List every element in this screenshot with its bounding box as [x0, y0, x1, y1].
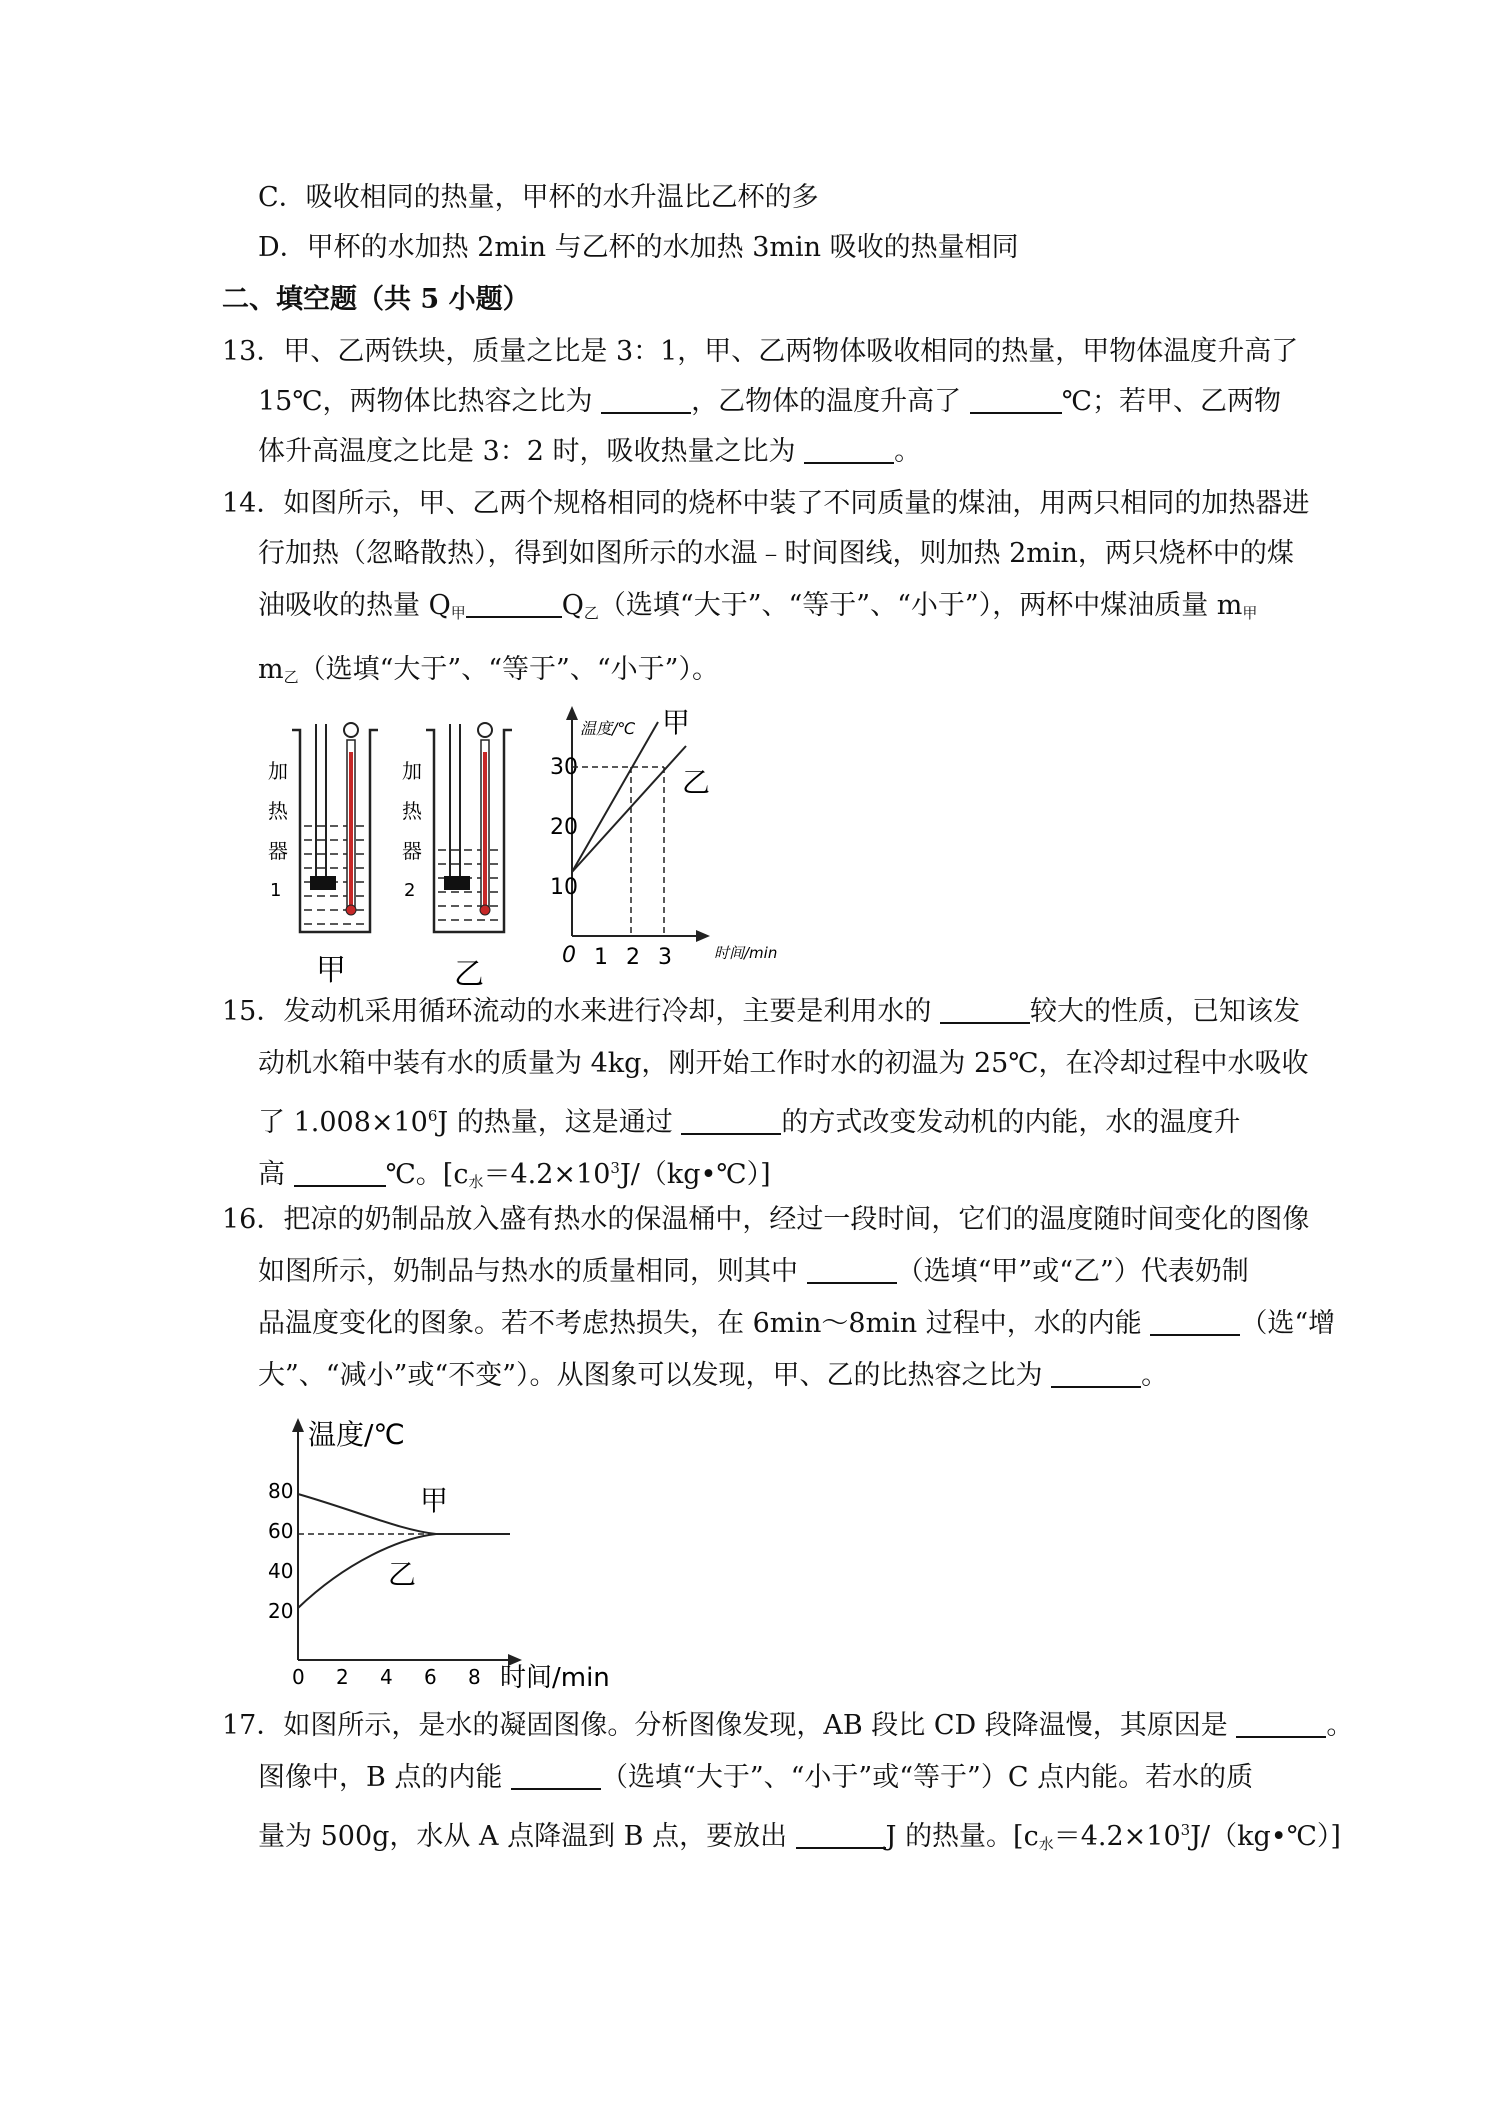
beaker-2 — [402, 723, 512, 990]
q16-xlabel: 时间/min — [500, 1663, 610, 1692]
q17-text: 17．如图所示，是水的凝固图像。分析图像发现，AB 段比 CD 段降温慢，其原因是 — [222, 1710, 1237, 1741]
q15-line2: 动机水箱中装有水的质量为 4kg，刚开始工作时水的初温为 25℃，在冷却过程中水吸收 — [258, 1048, 1309, 1079]
series-label-jia: 甲 — [420, 1484, 449, 1517]
heater-label-char: 热 — [268, 799, 288, 823]
q14-text: （选填“大于”、“等于”、“小于”），两杯中煤油质量 m — [598, 590, 1243, 621]
q16-line4 — [258, 1356, 1168, 1396]
answer-blank[interactable] — [804, 432, 894, 464]
q14-graph — [550, 706, 777, 970]
q16-line1: 16．把凉的奶制品放入盛有热水的保温桶中，经过一段时间，它们的温度随时间变化的图像 — [222, 1204, 1310, 1235]
heater-label-char: 2 — [404, 880, 416, 901]
q17-text: 量为 500g，水从 A 点降温到 B 点，要放出 — [258, 1821, 796, 1852]
answer-blank[interactable] — [1051, 1356, 1141, 1388]
series-line-jia — [572, 722, 658, 872]
answer-blank[interactable] — [940, 992, 1030, 1024]
q13-line3 — [258, 432, 921, 472]
answer-blank[interactable] — [681, 1103, 781, 1135]
q14-xlabel: 时间/min — [714, 944, 778, 962]
answer-blank[interactable] — [1150, 1304, 1240, 1336]
q14-text: Q — [561, 590, 584, 621]
answer-blank[interactable] — [796, 1817, 886, 1849]
q14-origin: 0 — [562, 943, 576, 968]
beaker-1 — [268, 723, 378, 988]
q16-ytick: 80 — [268, 1479, 294, 1503]
q17-text: ＝4.2×10 — [1053, 1821, 1181, 1852]
q17-text: 图像中，B 点的内能 — [258, 1762, 512, 1793]
q17-line2 — [258, 1758, 1253, 1798]
q16-ylabel: 温度/℃ — [308, 1418, 405, 1451]
q14-ytick: 30 — [550, 755, 578, 780]
series-curve-jia — [298, 1494, 510, 1534]
q14-line2: 行加热（忽略散热），得到如图所示的水温﹣时间图线，则加热 2min，两只烧杯中的煤 — [258, 538, 1294, 569]
q16-text: （选填“甲”或“乙”）代表奶制 — [896, 1256, 1249, 1287]
beaker-1-label: 甲 — [316, 953, 346, 988]
q13-text: ，乙物体的温度升高了 — [691, 386, 970, 417]
answer-blank[interactable] — [294, 1155, 386, 1187]
option-c: C．吸收相同的热量，甲杯的水升温比乙杯的多 — [258, 182, 819, 213]
heater-label-char: 热 — [402, 799, 422, 823]
q15-line1 — [222, 992, 1300, 1032]
q17-text: J 的热量。[c — [885, 1821, 1039, 1852]
superscript: 3 — [1180, 1821, 1191, 1839]
heater-label-char: 器 — [268, 839, 288, 863]
q16-text: 大”、“减小”或“不变”）。从图象可以发现，甲、乙的比热容之比为 — [258, 1360, 1052, 1391]
q15-line4 — [258, 1148, 771, 1202]
q14-line3 — [258, 586, 1257, 633]
answer-blank[interactable] — [807, 1252, 897, 1284]
q16-text: 如图所示，奶制品与热水的质量相同，则其中 — [258, 1256, 807, 1287]
q14-ytick: 20 — [550, 815, 578, 840]
q14-ylabel: 温度/℃ — [580, 719, 636, 738]
answer-blank[interactable] — [466, 586, 562, 618]
q14-xtick: 2 — [626, 945, 640, 970]
q16-ytick: 60 — [268, 1519, 294, 1543]
q14-xtick: 1 — [594, 945, 608, 970]
answer-blank[interactable] — [601, 382, 691, 414]
heater-icon — [310, 876, 336, 890]
arrow-right-icon — [696, 930, 710, 942]
q13-line1: 13．甲、乙两铁块，质量之比是 3：1，甲、乙两物体吸收相同的热量，甲物体温度升高了 — [222, 336, 1299, 367]
q13-text: 15℃，两物体比热容之比为 — [258, 386, 602, 417]
q15-line3 — [258, 1096, 1240, 1143]
q16-ytick: 20 — [268, 1599, 294, 1623]
q15-text: J/（kg•℃）] — [619, 1159, 771, 1190]
q14-line4 — [258, 650, 719, 697]
subscript: 甲 — [450, 604, 466, 622]
q16-xtick: 4 — [380, 1665, 393, 1689]
answer-blank[interactable] — [1236, 1706, 1326, 1738]
q16-line2 — [258, 1252, 1249, 1292]
q15-text: ＝4.2×10 — [483, 1159, 611, 1190]
q16-xtick: 0 — [292, 1665, 305, 1689]
subscript: 甲 — [1242, 604, 1258, 622]
answer-blank[interactable] — [511, 1758, 601, 1790]
q15-text: ℃。[c — [385, 1159, 469, 1190]
q17-text: J/（kg•℃）] — [1190, 1821, 1341, 1852]
series-line-yi — [572, 746, 686, 872]
q14-text: （选填“大于”、“等于”、“小于”）。 — [298, 654, 719, 685]
subscript: 乙 — [283, 668, 299, 686]
q17-text: 。 — [1326, 1710, 1354, 1741]
heater-label-char: 加 — [402, 759, 422, 783]
heater-icon — [444, 876, 470, 890]
beaker-2-label: 乙 — [454, 957, 484, 990]
q14-figure — [250, 700, 790, 990]
q16-figure — [250, 1412, 630, 1692]
q16-ytick: 40 — [268, 1559, 294, 1583]
q17-text: （选填“大于”、“小于”或“等于”）C 点内能。若水的质 — [601, 1762, 1254, 1793]
q15-text: 高 — [258, 1159, 294, 1190]
q16-text: 。 — [1141, 1360, 1169, 1391]
q15-text: 了 1.008×10 — [258, 1107, 428, 1138]
q16-xtick: 6 — [424, 1665, 437, 1689]
q15-text: 的方式改变发动机的内能，水的温度升 — [781, 1107, 1241, 1138]
q13-text: ℃；若甲、乙两物 — [1061, 386, 1281, 417]
q15-text: 较大的性质，已知该发 — [1029, 996, 1300, 1027]
q14-ytick: 10 — [550, 875, 578, 900]
q13-text: 体升高温度之比是 3：2 时，吸收热量之比为 — [258, 436, 805, 467]
q16-xtick: 8 — [468, 1665, 481, 1689]
q15-text: 15．发动机采用循环流动的水来进行冷却，主要是利用水的 — [222, 996, 940, 1027]
subscript: 水 — [468, 1173, 484, 1191]
arrow-up-icon — [566, 706, 578, 720]
q13-text: 。 — [894, 436, 922, 467]
q13-line2 — [258, 382, 1281, 422]
heater-label-char: 器 — [402, 839, 422, 863]
arrow-up-icon — [292, 1418, 304, 1432]
q16-xtick: 2 — [336, 1665, 349, 1689]
series-label-jia: 甲 — [662, 706, 691, 739]
subscript: 乙 — [583, 604, 599, 622]
subscript: 水 — [1038, 1835, 1054, 1853]
option-d: D．甲杯的水加热 2min 与乙杯的水加热 3min 吸收的热量相同 — [258, 232, 1019, 263]
section-heading: 二、填空题（共 5 小题） — [222, 284, 530, 315]
q16-text: 品温度变化的图象。若不考虑热损失，在 6min～8min 过程中，水的内能 — [258, 1308, 1151, 1339]
q17-line3 — [258, 1810, 1341, 1864]
q14-xtick: 3 — [658, 945, 672, 970]
q15-text: J 的热量，这是通过 — [437, 1107, 682, 1138]
heater-label-char: 加 — [268, 759, 288, 783]
superscript: 3 — [610, 1159, 620, 1177]
heater-label-char: 1 — [270, 880, 282, 901]
answer-blank[interactable] — [970, 382, 1062, 414]
superscript: 6 — [427, 1107, 438, 1125]
q17-line1 — [222, 1706, 1353, 1746]
q14-text: 油吸收的热量 Q — [258, 590, 451, 621]
series-label-yi: 乙 — [682, 766, 711, 799]
q16-text: （选“增 — [1240, 1308, 1336, 1339]
q16-line3 — [258, 1304, 1335, 1344]
q14-line1: 14．如图所示，甲、乙两个规格相同的烧杯中装了不同质量的煤油，用两只相同的加热器进 — [222, 488, 1310, 519]
series-label-yi: 乙 — [388, 1558, 417, 1591]
q14-text: m — [258, 654, 284, 685]
